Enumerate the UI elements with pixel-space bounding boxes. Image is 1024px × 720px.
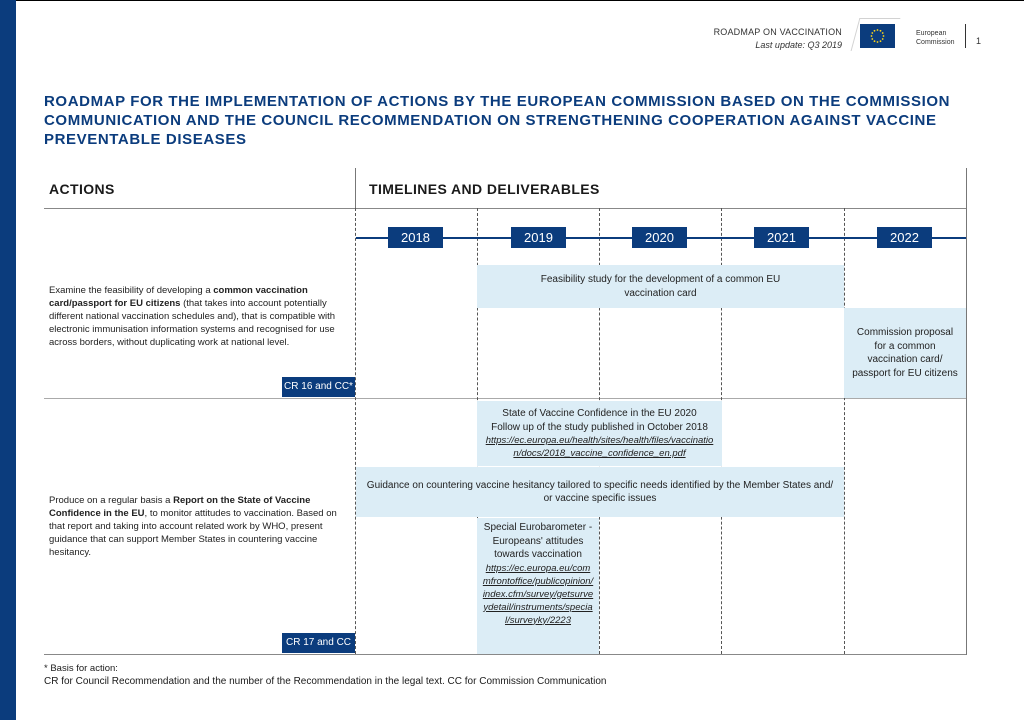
year-badge-2020: 2020	[632, 227, 687, 248]
deliverable-link[interactable]: https://ec.europa.eu/health/sites/health/files/vaccination/docs/2018_vaccine_confidence_en.pdf	[485, 435, 714, 459]
footnote-heading: * Basis for action:	[44, 663, 118, 674]
deliverable-cell	[477, 401, 722, 466]
basis-tag: CR 17 and CC	[282, 633, 355, 653]
logo-separator	[965, 24, 966, 48]
column-divider-top	[355, 168, 356, 208]
deliverable-line-1: State of Vaccine Confidence in the EU 2020	[502, 408, 697, 419]
table-right-border	[966, 168, 967, 655]
deliverable-text: Guidance on countering vaccine hesitancy tailored to specific needs identified by the Member States and/ or vaccine specific issues	[366, 479, 834, 504]
actions-column-header: ACTIONS	[49, 181, 115, 197]
header-doc-title: ROADMAP ON VACCINATION	[713, 27, 842, 37]
footnote-text: CR for Council Recommendation and the number of the Recommendation in the legal text. CC for Commission Communication	[44, 676, 607, 687]
action-text-pre: Examine the feasibility of developing a	[49, 285, 214, 296]
logo-wordmark	[916, 29, 955, 47]
deliverable-cell	[477, 518, 599, 654]
deliverable-line-2: Follow up of the study published in October 2018	[491, 421, 708, 433]
logo-line-2: Commission	[916, 39, 955, 46]
timelines-column-header: TIMELINES AND DELIVERABLES	[369, 181, 600, 197]
logo-line-1: European	[916, 30, 947, 37]
page-title: ROADMAP FOR THE IMPLEMENTATION OF ACTIONS BY THE EUROPEAN COMMISSION BASED ON THE COMMISSION COMMUNICATION AND THE COUNCIL RECOMMENDATION ON STRENGTHENING COOPERATION AGAINST VACCINE PREVENTABLE DISEASES	[44, 93, 951, 148]
action-text-post: (that takes into account potentially different national vaccination schedules and), that is compatible with electronic immunisation information systems and recognised for use across borders, without duplicating work at national level.	[49, 298, 336, 348]
table-bottom-rule	[44, 654, 966, 655]
year-badge-2022: 2022	[877, 227, 932, 248]
basis-tag: CR 16 and CC*	[282, 377, 355, 397]
action-text-bold: Report on the State of Vaccine Confidence in the EU	[49, 495, 311, 519]
deliverable-text: Commission proposal for a common vaccination card/ passport for EU citizens	[852, 327, 958, 379]
deliverable-cell	[477, 265, 844, 308]
action-text-bold: common vaccination card/passport for EU citizens	[49, 285, 308, 309]
deliverable-cell	[844, 308, 966, 398]
deliverable-text: Special Eurobarometer - Europeans' attitudes towards vaccination	[483, 522, 593, 560]
eu-flag-icon	[860, 24, 895, 48]
left-accent-bar	[0, 0, 16, 720]
deliverable-text: Feasibility study for the development of a common EU vaccination card	[540, 274, 781, 299]
action-description	[49, 494, 344, 559]
row-divider	[44, 398, 966, 399]
year-badge-2019: 2019	[511, 227, 566, 248]
top-rule	[16, 0, 1024, 1]
action-text-pre: Produce on a regular basis a	[49, 495, 174, 506]
year-badge-2018: 2018	[388, 227, 443, 248]
year-badge-2021: 2021	[754, 227, 809, 248]
action-text-post: , to monitor attitudes to vaccination. Based on that report and taking into account related work by WHO, present guidance that can support Member States in countering vaccine hesitancy.	[49, 508, 337, 558]
deliverable-link[interactable]: https://ec.europa.eu/commfrontoffice/publicopinion/index.cfm/survey/getsurveydetail/instruments/special/surveyky/2223	[482, 562, 594, 626]
table-header-rule	[44, 208, 966, 209]
header-last-update: Last update: Q3 2019	[755, 40, 842, 50]
page-number: 1	[976, 36, 982, 46]
deliverable-cell	[356, 467, 844, 517]
year-divider	[844, 208, 845, 654]
action-description	[49, 284, 349, 349]
year-divider	[355, 208, 356, 654]
